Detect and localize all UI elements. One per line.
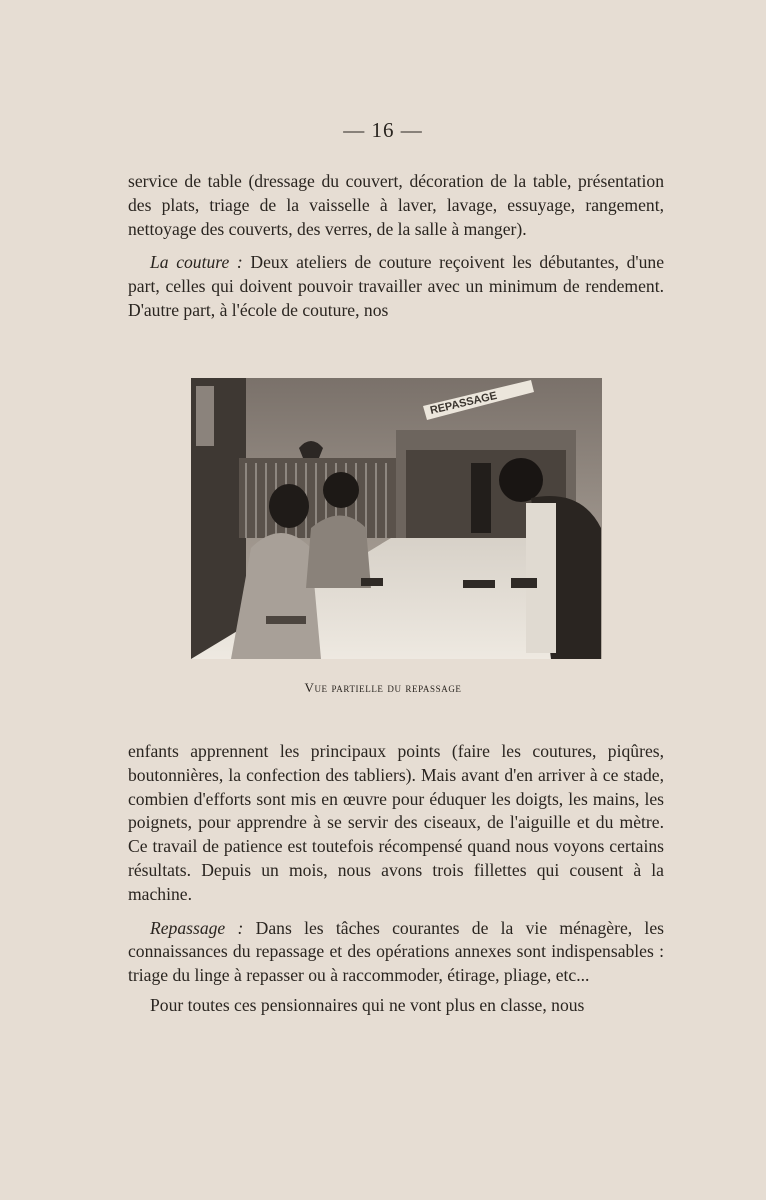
paragraph [128, 917, 664, 988]
paragraph-text: enfants apprennent les principaux points (faire les coutures, piqûres, boutonnières, la confection des tabliers). Mais avant d'en arriver à ce stade, combien d'efforts sont mis en œuvre pour éduquer les doigts, les mains, les poignets, pour apprendre à se servir des ciseaux, de l'aiguille et du mètre. Ce travail de patience est toutefois récompensé quand nous voyons certains résultats. Depuis un mois, nous avons trois fillettes qui cousent à la machine. [128, 741, 664, 904]
wall-sign-text: REPASSAGE [428, 389, 499, 417]
page-number: — 16 — [343, 118, 423, 142]
paragraph-text: service de table (dressage du couvert, décoration de la table, présentation des plats, triage de la vaisselle à laver, lavage, essuyage, rangement, nettoyage des couverts, des verres, de la salle à manger). [128, 171, 664, 239]
paragraph-text: Dans les tâches courantes de la vie ménagère, les connaissances du repassage et des opérations annexes sont indispensables : triage du linge à repasser ou à raccommoder, étirage, pliage, etc... [128, 917, 664, 986]
paragraph [128, 170, 664, 241]
paragraph [128, 994, 664, 1018]
paragraph-lead: Repassage : [150, 917, 244, 938]
text-block-top [128, 170, 664, 323]
paragraph-text: Pour toutes ces pensionnaires qui ne vont plus en classe, nous [150, 994, 585, 1015]
paragraph [128, 740, 664, 907]
paragraph [128, 251, 664, 322]
photograph-ironing-room [191, 378, 602, 659]
paragraph-lead: La couture : [150, 252, 243, 273]
photo-caption: Vue partielle du repassage [304, 680, 462, 695]
paragraph-text: Deux ateliers de couture reçoivent les débutantes, d'une part, celles qui doivent pouvoir travailler avec un minimum de rendement. D'autre part, à l'école de couture, nos [128, 252, 664, 320]
text-block-bottom [128, 740, 664, 1018]
